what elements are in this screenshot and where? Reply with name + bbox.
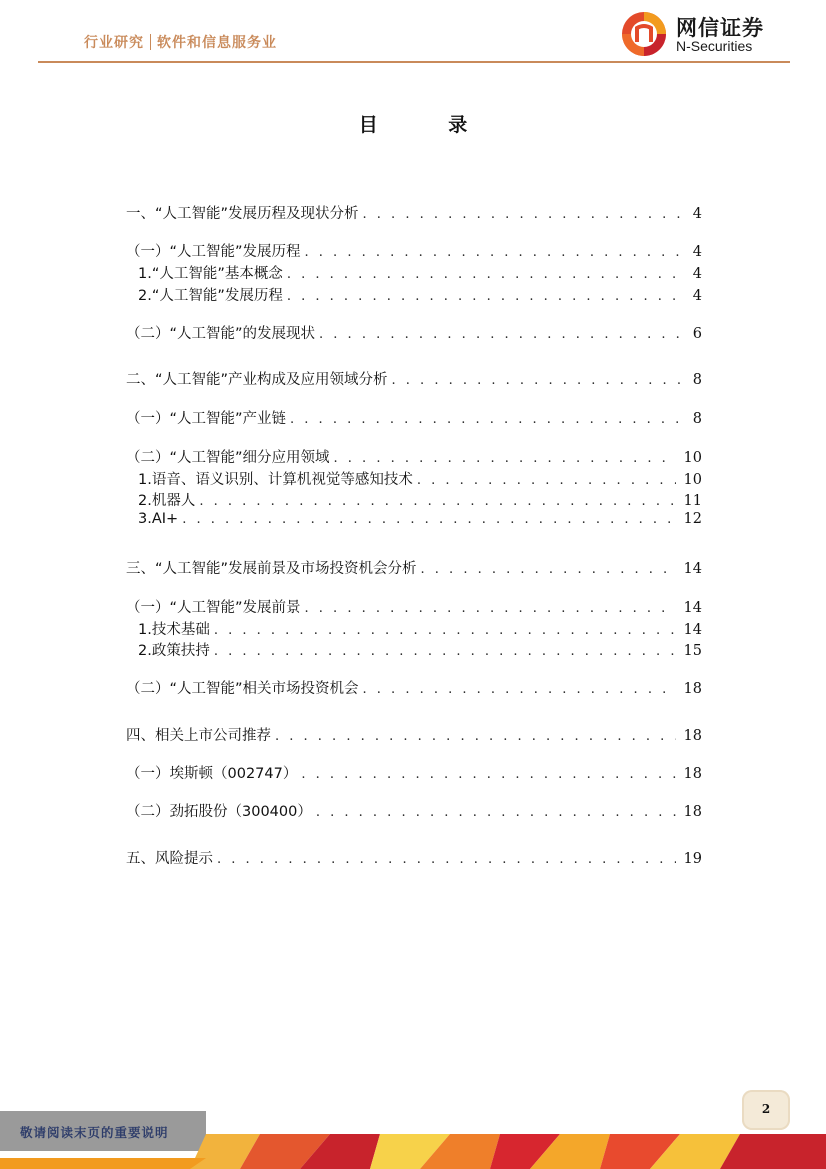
- toc-entry-text: 1.“人工智能”基本概念: [138, 266, 283, 282]
- company-logo: [618, 8, 778, 60]
- toc-entry-text: 四、相关上市公司推荐: [126, 728, 271, 744]
- toc-leader: [301, 767, 675, 782]
- toc-entry-page: 11: [683, 493, 702, 509]
- toc-entry-page: 15: [683, 643, 702, 659]
- toc-entry-text: 2.“人工智能”发展历程: [138, 288, 283, 304]
- toc-leader: [199, 494, 675, 509]
- toc-entry[interactable]: [126, 762, 702, 782]
- toc-leader: [363, 207, 680, 222]
- toc-entry-text: （一）“人工智能”发展前景: [126, 600, 301, 616]
- toc-entry-text: （二）“人工智能”相关市场投资机会: [126, 681, 359, 697]
- toc-entry-page: 19: [683, 851, 702, 867]
- header-category: [84, 32, 277, 52]
- toc-entry-page: 10: [683, 472, 702, 488]
- toc-entry[interactable]: [126, 202, 702, 222]
- toc-entry-text: 二、“人工智能”产业构成及应用领域分析: [126, 372, 388, 388]
- toc-entry[interactable]: [138, 468, 702, 488]
- decorative-color-band: [0, 1134, 826, 1169]
- toc-entry-page: 4: [692, 288, 702, 304]
- toc-entry[interactable]: [126, 557, 702, 577]
- toc-entry-page: 12: [683, 511, 702, 527]
- toc-entry[interactable]: [138, 618, 702, 638]
- page-title: 目 录: [358, 114, 500, 136]
- header-rule: [38, 61, 790, 63]
- logo-chinese-name: 网信证券: [676, 16, 764, 40]
- page-number-badge: [742, 1090, 790, 1130]
- toc-leader: [363, 682, 676, 697]
- toc-entry-text: 2.机器人: [138, 493, 196, 509]
- toc-leader: [182, 512, 675, 527]
- toc-leader: [214, 644, 676, 659]
- toc-entry-page: 4: [692, 266, 702, 282]
- toc-leader: [316, 805, 676, 820]
- toc-entry-text: 1.技术基础: [138, 622, 210, 638]
- toc-leader: [392, 373, 680, 388]
- toc-entry-page: 18: [683, 681, 702, 697]
- toc-entry-text: 五、风险提示: [126, 851, 213, 867]
- toc-entry-page: 18: [683, 804, 702, 820]
- toc-leader: [214, 623, 676, 638]
- toc-entry[interactable]: [126, 677, 702, 697]
- toc-entry[interactable]: [126, 847, 702, 867]
- toc-entry[interactable]: [138, 511, 702, 531]
- toc-entry-text: 3.AI+: [138, 511, 179, 527]
- page-number: 2: [761, 1102, 771, 1116]
- header-divider: [150, 34, 151, 50]
- disclaimer-note-text: 敬请阅读末页的重要说明: [20, 1125, 169, 1140]
- toc-entry-text: 2.政策扶持: [138, 643, 210, 659]
- toc-entry[interactable]: [138, 489, 702, 509]
- toc-entry-text: 一、“人工智能”发展历程及现状分析: [126, 206, 359, 222]
- toc-entry[interactable]: [126, 596, 702, 616]
- toc-leader: [305, 601, 676, 616]
- toc-entry-page: 18: [683, 728, 702, 744]
- toc-entry-page: 14: [683, 600, 702, 616]
- toc-entry-text: （一）“人工智能”发展历程: [126, 244, 301, 260]
- toc-leader: [421, 562, 676, 577]
- toc-leader: [217, 852, 676, 867]
- toc-entry-page: 8: [692, 372, 702, 388]
- toc-leader: [417, 473, 676, 488]
- toc-entry-text: （二）劲拓股份（300400）: [126, 804, 312, 820]
- toc-entry[interactable]: [126, 322, 702, 342]
- toc-entry[interactable]: [138, 639, 702, 659]
- toc-leader: [319, 327, 680, 342]
- toc-leader: [287, 289, 680, 304]
- toc-leader: [334, 451, 676, 466]
- logo-english-name: N-Securities: [676, 38, 753, 54]
- toc-entry[interactable]: [126, 446, 702, 466]
- toc-entry[interactable]: [126, 724, 702, 744]
- toc-entry[interactable]: [126, 800, 702, 820]
- toc-leader: [275, 729, 676, 744]
- toc-entry[interactable]: [126, 368, 702, 388]
- toc-entry-text: 三、“人工智能”发展前景及市场投资机会分析: [126, 561, 417, 577]
- toc-entry-page: 18: [683, 766, 702, 782]
- toc-entry-page: 14: [683, 561, 702, 577]
- toc-entry-page: 14: [683, 622, 702, 638]
- toc-entry-page: 10: [683, 450, 702, 466]
- toc-entry[interactable]: [138, 262, 702, 282]
- toc-entry[interactable]: [126, 240, 702, 260]
- toc-leader: [305, 245, 680, 260]
- toc-entry-page: 4: [692, 206, 702, 222]
- toc-leader: [290, 412, 680, 427]
- toc-entry-page: 4: [692, 244, 702, 260]
- toc-entry-page: 8: [692, 411, 702, 427]
- toc-leader: [287, 267, 680, 282]
- toc-entry-text: （一）“人工智能”产业链: [126, 411, 287, 427]
- toc-entry-text: （二）“人工智能”细分应用领域: [126, 450, 330, 466]
- toc-entry[interactable]: [138, 284, 702, 304]
- header-category-label: 行业研究: [84, 35, 144, 51]
- n-securities-logo-icon: [620, 10, 668, 58]
- toc-entry-text: （一）埃斯顿（002747）: [126, 766, 298, 782]
- toc-entry[interactable]: [126, 407, 702, 427]
- toc-entry-text: （二）“人工智能”的发展现状: [126, 326, 316, 342]
- toc-entry-page: 6: [692, 326, 702, 342]
- header-industry-label: 软件和信息服务业: [157, 35, 277, 51]
- toc-entry-text: 1.语音、语义识别、计算机视觉等感知技术: [138, 472, 413, 488]
